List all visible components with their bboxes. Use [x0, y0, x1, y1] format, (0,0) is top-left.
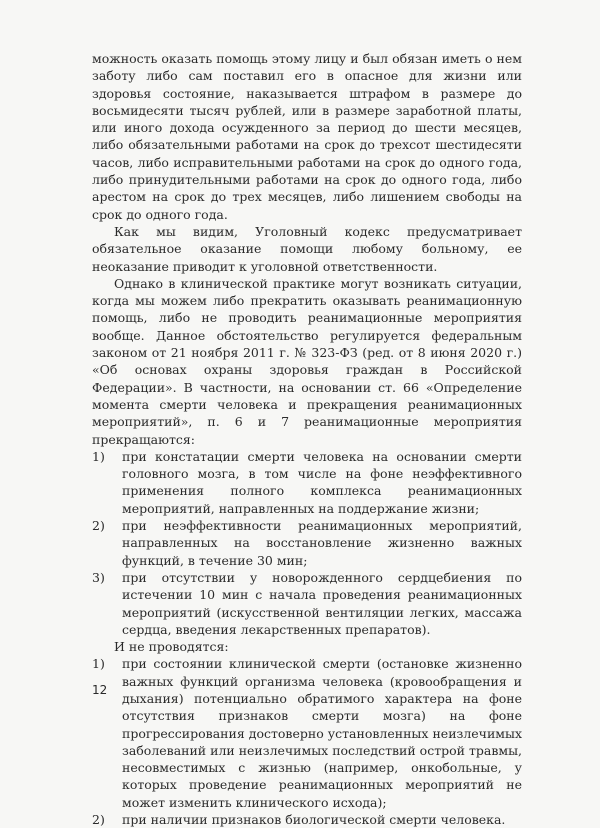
list-resuscitation-not-performed	[92, 655, 522, 828]
list-item-number: 3)	[92, 569, 105, 585]
list-item-text: при состоянии клинической смерти (остановке жизненно важных функций организма человека (кровообращения и дыхания) потенциально обратимого характера на фоне отсутствия признаков смерти мозга) на фоне прогрессирования достоверно установленных неизлечимых заболеваний или неизлечимых последствий острой травмы, несовместимых с жизнью (например, онкобольные, у которых проведение реанимационных мероприятий не может изменить клинического исхода);	[122, 656, 523, 810]
list-item-text: при отсутствии у новорожденного сердцебиения по истечении 10 мин с начала проведения реанимационных мероприятий (искусственной вентиляции легких, массажа сердца, введения лекарственных препаратов).	[122, 569, 522, 637]
list-item	[92, 569, 522, 638]
list-item-number: 1)	[92, 656, 105, 672]
page-number: 12	[92, 683, 108, 697]
list-item-number: 2)	[92, 518, 105, 534]
list-item-number: 1)	[92, 448, 105, 464]
list-resuscitation-terminated	[92, 448, 522, 638]
list-item	[92, 811, 522, 828]
paragraph-clinical-practice: Однако в клинической практике могут возникать ситуации, когда мы можем либо прекратить оказывать реанимационную помощь, либо не проводить реанимационные мероприятия вообще. Данное обстоятельство регулируется федеральным законом от 21 ноября 2011 г. № 323-ФЗ (ред. от 8 июня 2020 г.) «Об основах охраны здоровья граждан в Российской Федерации». В частности, на основании ст. 66 «Определение момента смерти человека и прекращения реанимационных мероприятий», п. 6 и 7 реанимационные мероприятия прекращаются:	[92, 275, 522, 447]
list-item-text: при неэффективности реанимационных мероприятий, направленных на восстановление жизненно важных функций, в течение 30 мин;	[122, 518, 522, 568]
list-item	[92, 517, 522, 569]
paragraph-continuation: можность оказать помощь этому лицу и был обязан иметь о нем заботу либо сам поставил его в опасное для жизни или здоровья состояние, наказывается штрафом в размере до восьмидесяти тысяч рублей, или в размере заработной платы, или иного дохода осужденного за период до шести месяцев, либо обязательными работами на срок до трехсот шестидесяти часов, либо исправительными работами на срок до одного года, либо принудительными работами на срок до одного года, либо арестом на срок до трех месяцев, либо лишением свободы на срок до одного года.	[92, 51, 522, 222]
list-item	[92, 655, 522, 811]
list-item-number: 2)	[92, 812, 105, 828]
subheading-not-performed: И не проводятся:	[114, 639, 229, 655]
paragraph-criminal-code: Как мы видим, Уголовный кодекс предусматривает обязательное оказание помощи любому больному, ее неоказание приводит к уголовной ответственности.	[92, 223, 522, 274]
list-item-text: при констатации смерти человека на основании смерти головного мозга, в том числе на фоне неэффективного применения полного комплекса реанимационных мероприятий, направленных на поддержание жизни;	[122, 448, 522, 516]
page-body	[92, 50, 522, 828]
list-item-text: при наличии признаков биологической смерти человека.	[122, 812, 506, 828]
list-item	[92, 448, 522, 517]
